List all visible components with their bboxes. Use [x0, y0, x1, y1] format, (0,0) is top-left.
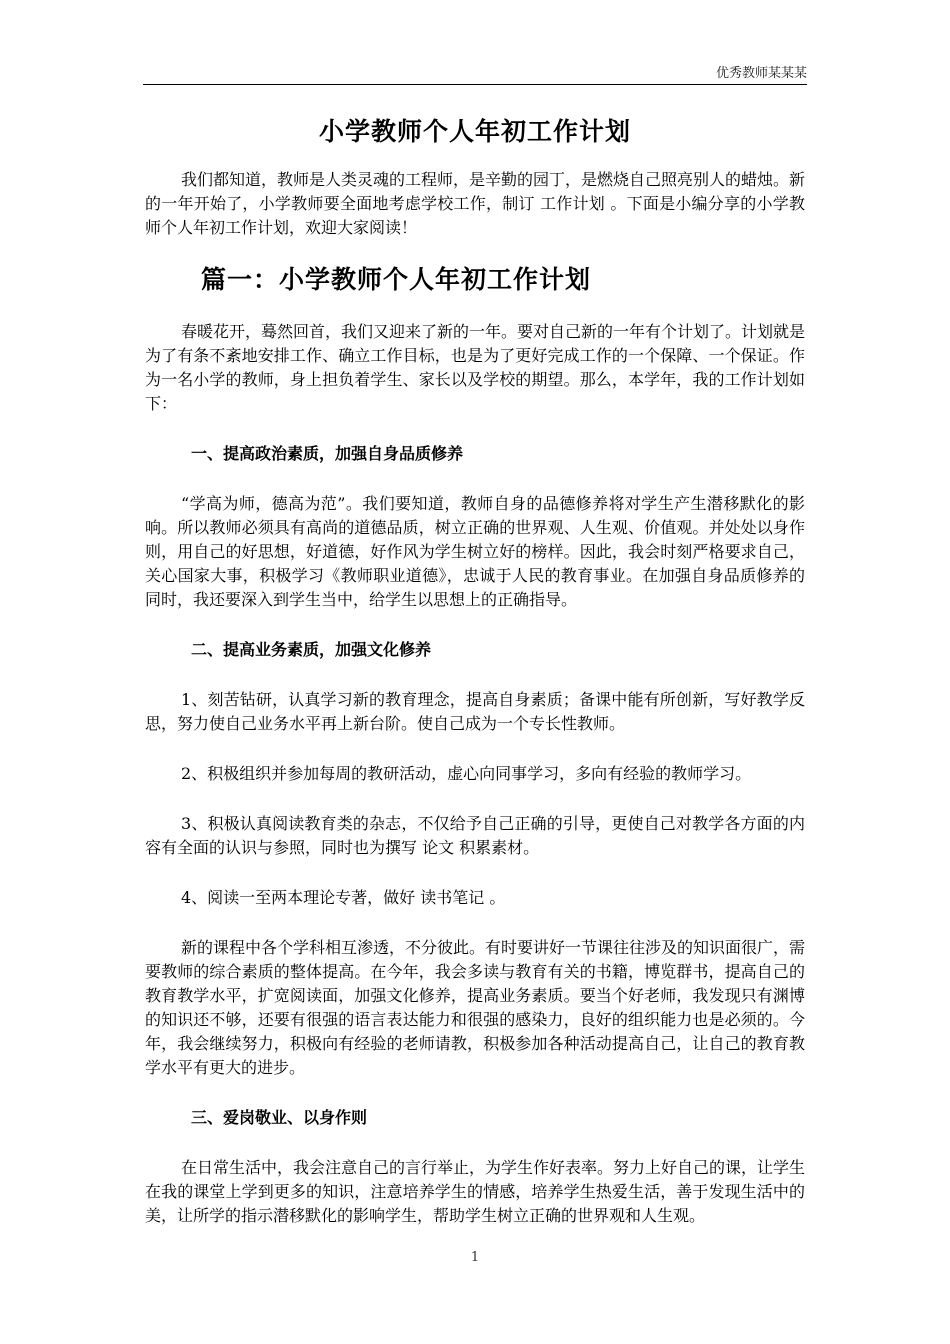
document-title: 小学教师个人年初工作计划 [318, 117, 631, 146]
paragraph-morality: “学高为师，德高为范”。我们要知道，教师自身的品德修养将对学生产生潜移默化的影响。所以教师必须具有高尚的道德品质，树立正确的世界观、人生观、价值观。并处处以身作则，用自己的好思想，好道德，好作风为学生树立好的榜样。因此，我会时刻严格要求自己，关心国家大事，积极学习《教师职业道德》，忠诚于人民的教育事业。在加强自身品质修养的同时，我还要深入到学生当中，给学生以思想上的正确指导。 [145, 494, 805, 609]
page-number: 1 [470, 1250, 480, 1265]
page-header: 优秀教师某某某 [715, 66, 807, 81]
subheading-3: 三、爱岗敬业、以身作则 [191, 1108, 368, 1127]
intro-paragraph: 我们都知道，教师是人类灵魂的工程师，是辛勤的园丁，是燃烧自己照亮别人的蜡烛。新的一年开始了，小学教师要全面地考虑学校工作，制订 工作计划 。下面是小编分享的小学教师个人年初工作计划，欢迎大家阅读！ [145, 170, 806, 237]
document-body [145, 112, 805, 1228]
paragraph-curriculum: 新的课程中各个学科相互渗透，不分彼此。有时要讲好一节课往往涉及的知识面很广，需要教师的综合素质的整体提高。在今年，我会多读与教育有关的书籍，博览群书，提高自己的教育教学水平，扩宽阅读面，加强文化修养，提高业务素质。要当个好老师，我发现只有渊博的知识还不够，还要有很强的语言表达能力和很强的感染力，良好的组织能力也是必须的。今年，我会继续努力，积极向有经验的老师请教，积极参加各种活动提高自己，让自己的教育教学水平有更大的进步。 [145, 938, 806, 1077]
paragraph-daily-life: 在日常生活中，我会注意自己的言行举止，为学生作好表率。努力上好自己的课，让学生在我的课堂上学到更多的知识，注意培养学生的情感，培养学生热爱生活，善于发现生活中的美，让所学的指示潜移默化的影响学生，帮助学生树立正确的世界观和人生观。 [145, 1158, 806, 1225]
list-item-4: 4、阅读一至两本理论专著，做好 读书笔记 。 [181, 888, 506, 907]
paragraph-opening: 春暖花开，蓦然回首，我们又迎来了新的一年。要对自己新的一年有个计划了。计划就是为了有条不紊地安排工作、确立工作目标，也是为了更好完成工作的一个保障、一个保证。作为一名小学的教师，身上担负着学生、家长以及学校的期望。那么，本学年，我的工作计划如下： [145, 322, 806, 413]
list-item-1: 1、刻苦钻研，认真学习新的教育理念，提高自身素质；备课中能有所创新，写好教学反思，努力使自己业务水平再上新台阶。使自己成为一个专长性教师。 [145, 690, 805, 733]
section-title: 篇一：小学教师个人年初工作计划 [201, 265, 592, 294]
subheading-2: 二、提高业务素质，加强文化修养 [191, 640, 432, 659]
list-item-3: 3、积极认真阅读教育类的杂志，不仅给予自己正确的引导，更使自己对教学各方面的内容有全面的认识与参照，同时也为撰写 论文 积累素材。 [145, 814, 805, 857]
list-item-2: 2、积极组织并参加每周的教研活动，虚心向同事学习，多向有经验的教师学习。 [181, 764, 752, 783]
header-divider [143, 84, 807, 85]
subheading-1: 一、提高政治素质，加强自身品质修养 [191, 444, 464, 463]
